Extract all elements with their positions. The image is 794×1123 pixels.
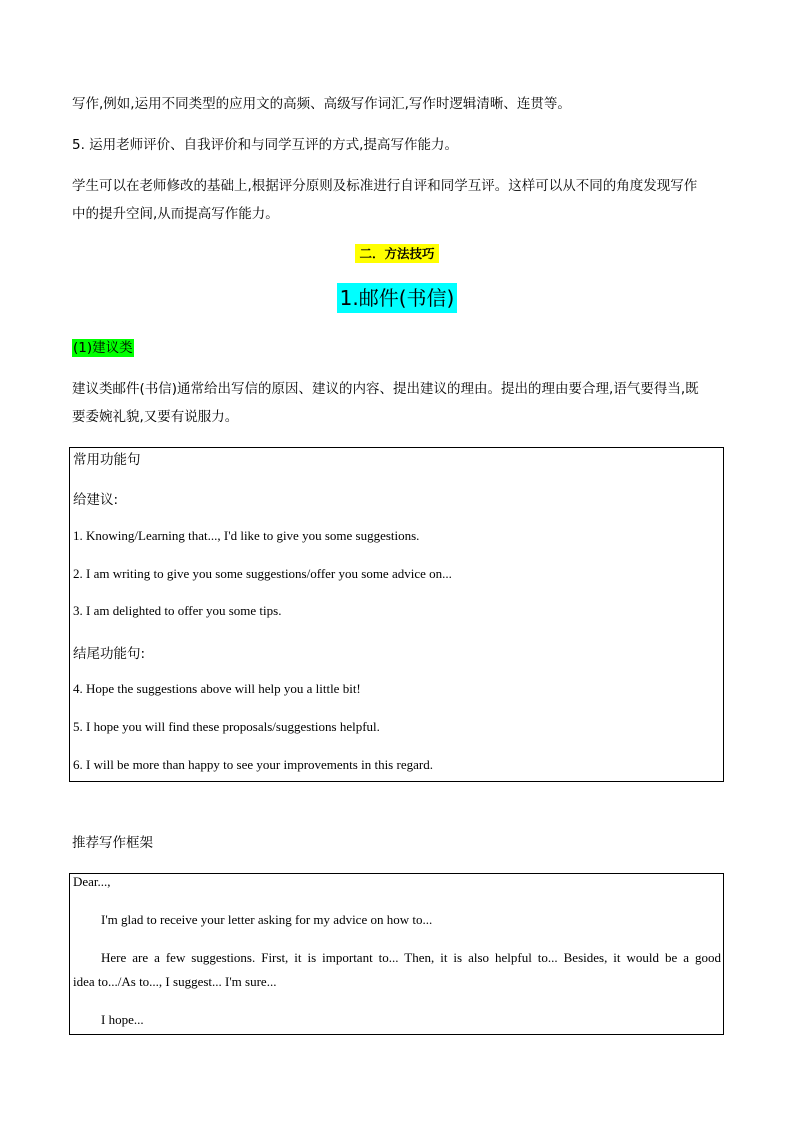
phrase-sentence-2: 2. I am writing to give you some suggestions/offer you some advice on... [73, 566, 452, 581]
framework-greeting: Dear..., [73, 874, 111, 889]
phrases-box-title: 常用功能句 [73, 452, 141, 468]
subsection-title [0, 285, 794, 311]
category-description-line-1: 建议类邮件(书信)通常给出写信的原因、建议的内容、提出建议的理由。提出的理由要合理,语气要得当,既 [72, 381, 699, 397]
intro-paragraph [72, 172, 724, 228]
category-description-line-2: 要委婉礼貌,又要有说服力。 [72, 409, 239, 425]
subsection-title-text: 1.邮件(书信) [337, 283, 458, 313]
phrases-box [69, 447, 724, 782]
category-label [72, 334, 724, 362]
intro-paragraph-line-1: 学生可以在老师修改的基础上,根据评分原则及标准进行自评和同学互评。这样可以从不同的角度发现写作 [72, 178, 698, 194]
phrase-sentence-6: 6. I will be more than happy to see your improvements in this regard. [73, 757, 433, 772]
framework-label: 推荐写作框架 [72, 835, 153, 851]
intro-paragraph-line-2: 中的提升空间,从而提高写作能力。 [72, 206, 279, 222]
list-item-5: 5. 运用老师评价、自我评价和与同学互评的方式,提高写作能力。 [72, 137, 458, 153]
category-description [72, 375, 724, 431]
phrase-sentence-5: 5. I hope you will find these proposals/suggestions helpful. [73, 719, 380, 734]
framework-paragraph-3: I hope... [101, 1012, 144, 1027]
framework-paragraph-1: I'm glad to receive your letter asking for my advice on how to... [101, 912, 433, 927]
closing-label: 结尾功能句: [73, 646, 146, 662]
section-heading-text: 二．方法技巧 [355, 244, 438, 263]
give-advice-label: 给建议: [73, 492, 119, 508]
category-label-text: (1)建议类 [73, 340, 133, 356]
framework-paragraph-2-line-1: Here are a few suggestions. First, it is important to... Then, it is also helpful to... Besides, it would be a good [101, 950, 721, 965]
framework-box [69, 873, 724, 1035]
intro-line: 写作,例如,运用不同类型的应用文的高频、高级写作词汇,写作时逻辑清晰、连贯等。 [72, 96, 571, 112]
phrase-sentence-1: 1. Knowing/Learning that..., I'd like to give you some suggestions. [73, 528, 420, 543]
framework-paragraph-2-line-2: idea to.../As to..., I suggest... I'm sure... [73, 974, 277, 989]
section-heading [0, 243, 794, 262]
phrase-sentence-3: 3. I am delighted to offer you some tips. [73, 603, 282, 618]
phrase-sentence-4: 4. Hope the suggestions above will help you a little bit! [73, 681, 361, 696]
